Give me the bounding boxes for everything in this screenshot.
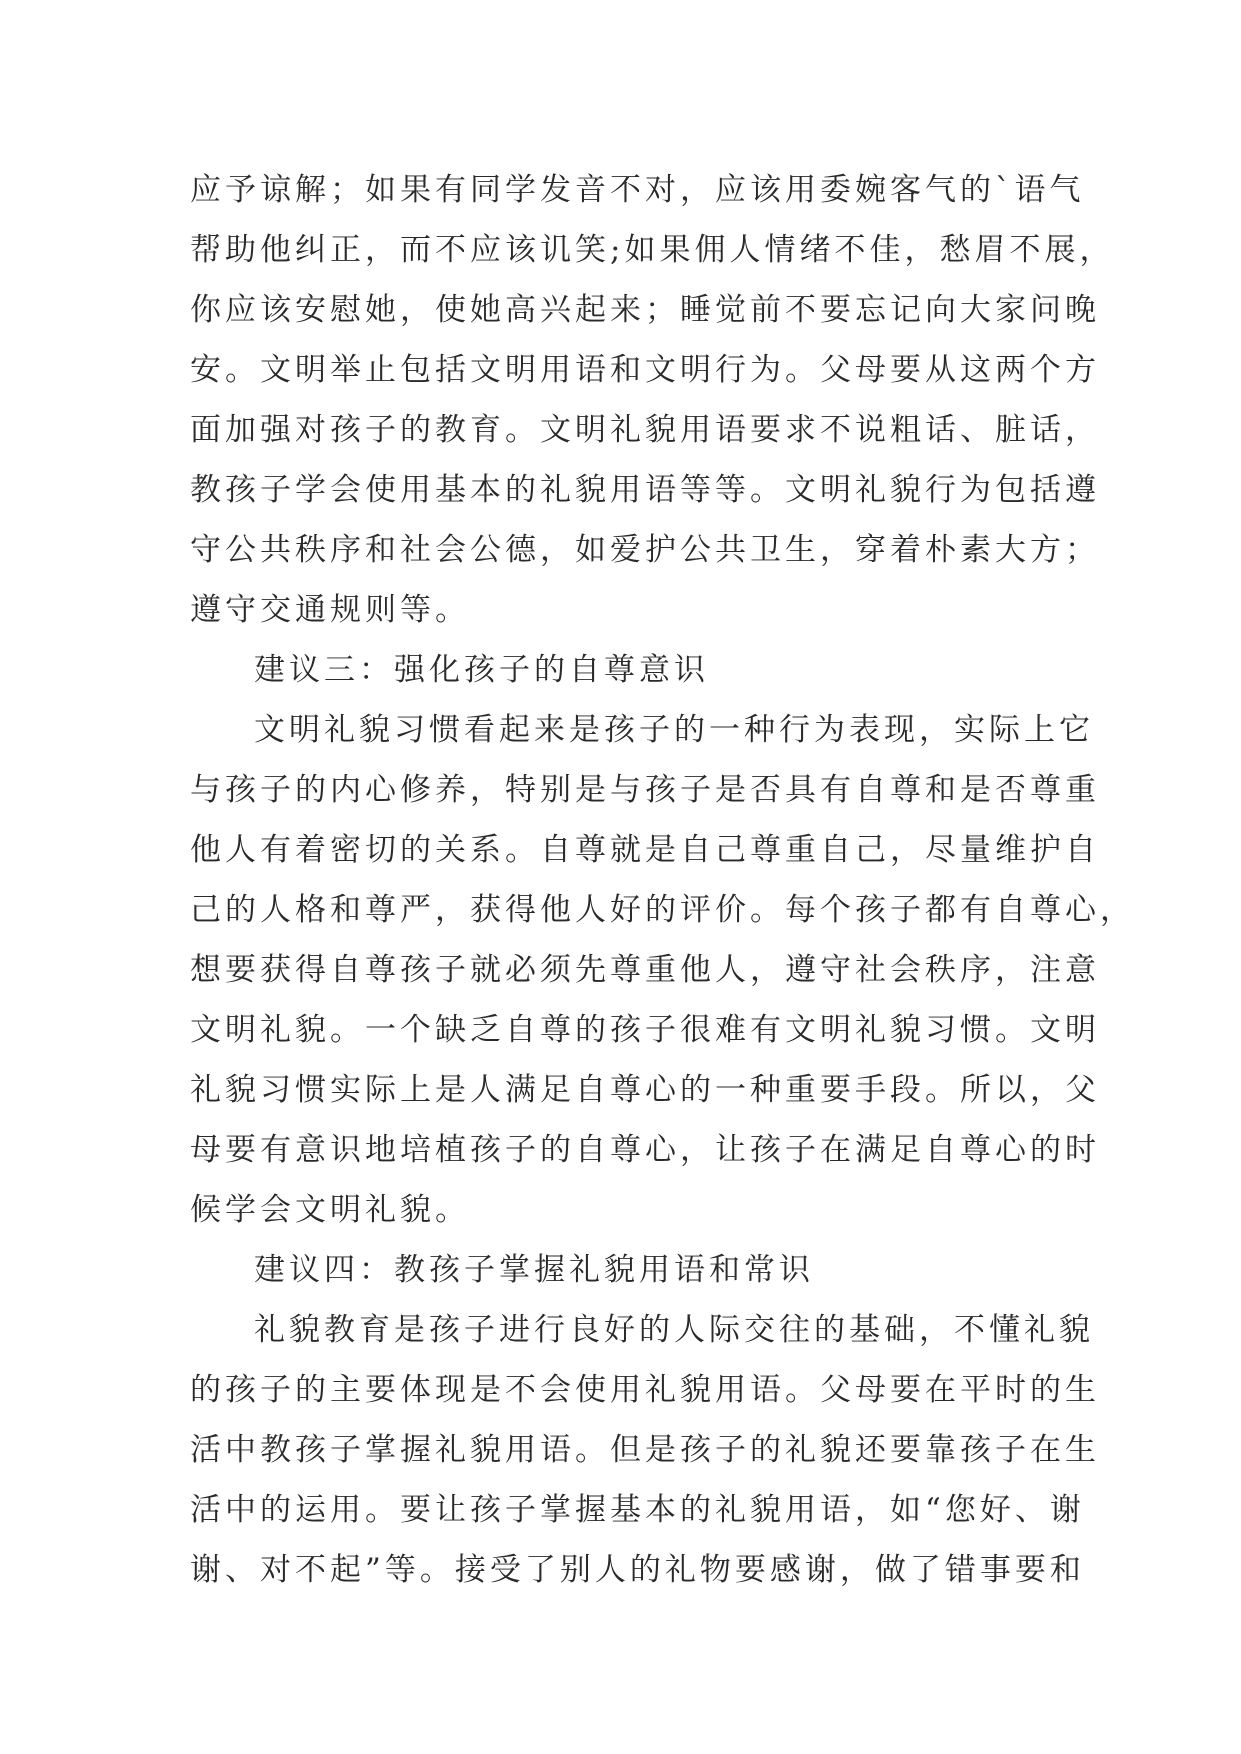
paragraph-start: 文明礼貌习惯看起来是孩子的一种行为表现，实际上它 (254, 712, 1094, 748)
text-line: 的孩子的主要体现是不会使用礼貌用语。父母要在平时的生 (190, 1372, 1100, 1408)
text-line: 礼貌习惯实际上是人满足自尊心的一种重要手段。所以，父 (190, 1072, 1100, 1108)
text-line: 候学会文明礼貌。 (190, 1192, 470, 1228)
text-line: 教孩子学会使用基本的礼貌用语等等。文明礼貌行为包括遵 (190, 472, 1100, 508)
text-line: 他人有着密切的关系。自尊就是自己尊重自己，尽量维护自 (190, 832, 1100, 868)
text-line: 守公共秩序和社会公德，如爱护公共卫生，穿着朴素大方； (190, 532, 1100, 568)
text-line: 面加强对孩子的教育。文明礼貌用语要求不说粗话、脏话， (190, 412, 1100, 448)
text-line: 你应该安慰她，使她高兴起来；睡觉前不要忘记向大家问晚 (190, 292, 1100, 328)
text-line: 想要获得自尊孩子就必须先尊重他人，遵守社会秩序，注意 (190, 952, 1100, 988)
text-line: 母要有意识地培植孩子的自尊心，让孩子在满足自尊心的时 (190, 1132, 1100, 1168)
text-line: 文明礼貌。一个缺乏自尊的孩子很难有文明礼貌习惯。文明 (190, 1012, 1100, 1048)
text-line: 活中的运用。要让孩子掌握基本的礼貌用语，如“您好、谢 (190, 1492, 1085, 1528)
text-line: 己的人格和尊严，获得他人好的评价。每个孩子都有自尊心， (190, 892, 1135, 928)
paragraph-start: 礼貌教育是孩子进行良好的人际交往的基础，不懂礼貌 (254, 1312, 1094, 1348)
text-line: 遵守交通规则等。 (190, 592, 470, 628)
text-line: 与孩子的内心修养，特别是与孩子是否具有自尊和是否尊重 (190, 772, 1100, 808)
text-line: 应予谅解；如果有同学发音不对，应该用委婉客气的`语气 (190, 172, 1085, 208)
body-text (190, 160, 1135, 1600)
text-line: 安。文明举止包括文明用语和文明行为。父母要从这两个方 (190, 352, 1100, 388)
section-heading: 建议三：强化孩子的自尊意识 (254, 652, 709, 688)
text-line: 帮助他纠正，而不应该讥笑;如果佣人情绪不佳，愁眉不展， (190, 232, 1115, 268)
section-heading: 建议四：教孩子掌握礼貌用语和常识 (254, 1252, 814, 1288)
text-line: 谢、对不起”等。接受了别人的礼物要感谢，做了错事要和 (190, 1552, 1085, 1588)
text-line: 活中教孩子掌握礼貌用语。但是孩子的礼貌还要靠孩子在生 (190, 1432, 1100, 1468)
